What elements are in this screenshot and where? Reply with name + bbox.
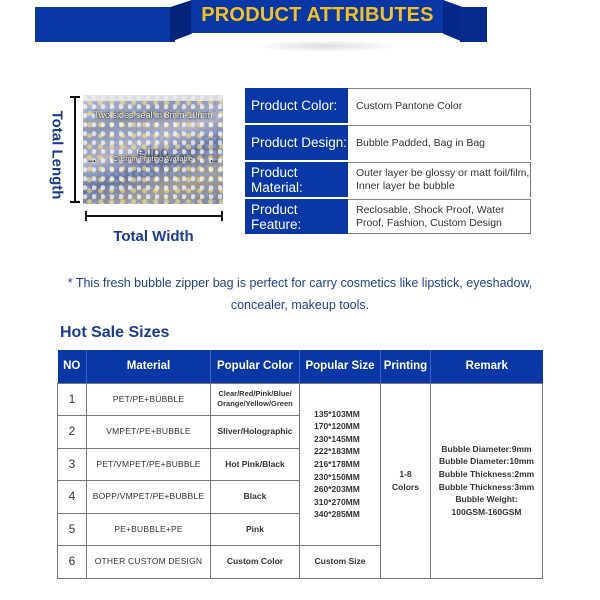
attribute-row-color — [245, 88, 531, 125]
cell-no: 4 — [58, 481, 87, 514]
remark-line: Bubble Thickness:2mm — [438, 468, 535, 479]
length-cap-top — [70, 96, 80, 98]
cell-no: 5 — [58, 513, 87, 546]
table-header-row — [58, 350, 543, 383]
size-item: 230*145MM — [314, 433, 360, 444]
banner-shadow — [250, 40, 400, 52]
remark-line: 100GSM-160GSM — [451, 506, 522, 517]
size-item: 135*103MM — [314, 408, 360, 419]
attributes-table — [245, 88, 531, 236]
header-material: Material — [87, 350, 211, 383]
holographic-bag-image — [83, 95, 223, 204]
attribute-row-feature — [245, 199, 531, 236]
cell-color: Clear/Red/Pink/Blue/ Orange/Yellow/Green — [211, 383, 300, 416]
cell-color: Hot Pink/Black — [211, 448, 300, 481]
size-item: 310*270MM — [314, 496, 360, 507]
attribute-row-material — [245, 162, 531, 199]
product-description: * This fresh bubble zipper bag is perfect for carry cosmetics like lipstick, eyeshadow, concealer, makeup tools. — [67, 276, 533, 312]
cell-printing: 1-8 Colors — [381, 383, 431, 578]
attribute-key: Product Material: — [245, 162, 348, 197]
size-item: 170*120MM — [314, 421, 360, 432]
cell-remark — [431, 383, 543, 578]
attribute-row-design — [245, 125, 531, 162]
cell-popular-sizes — [300, 383, 381, 546]
header-printing: Printing — [381, 350, 431, 383]
header-popular-size: Popular Size — [300, 350, 381, 383]
attribute-value: Custom Pantone Color — [348, 88, 531, 123]
header-no: NO — [58, 350, 87, 383]
size-item: 260*203MM — [314, 484, 360, 495]
cell-material: BOPP/VMPET/PE+BUBBLE — [87, 481, 211, 514]
size-item: 222*183MM — [314, 446, 360, 457]
cell-color: Custom Color — [211, 546, 300, 579]
banner-ribbon-left — [35, 7, 175, 42]
header-popular-color: Popular Color — [211, 350, 300, 383]
width-dimension-line — [85, 215, 222, 217]
total-width-label: Total Width — [113, 228, 194, 245]
header-remark: Remark — [431, 350, 543, 383]
size-item: 230*150MM — [314, 471, 360, 482]
cell-material: OTHER CUSTOM DESIGN — [87, 546, 211, 579]
remark-line: Bubble Diameter:10mm — [439, 456, 534, 467]
printing-annotation: Custom Printing Available — [113, 156, 193, 163]
width-cap-right — [221, 211, 223, 221]
banner-fold-left — [170, 0, 192, 42]
cell-material: PE+BUBBLE+PE — [87, 513, 211, 546]
size-item: 340*285MM — [314, 509, 360, 520]
attribute-value: Bubble Padded, Bag in Bag — [348, 125, 531, 160]
cell-no: 1 — [58, 383, 87, 416]
cell-material: VMPET/PE+BUBBLE — [87, 416, 211, 449]
attribute-value: Outer layer be glossy or matt foil/film, Inner layer be bubble — [348, 162, 531, 197]
arrow-right-icon: → — [86, 152, 98, 166]
cell-color: Pink — [211, 513, 300, 546]
cell-material: PET/VMPET/PE+BUBBLE — [87, 448, 211, 481]
length-cap-bottom — [70, 201, 80, 203]
total-length-text: Total Length — [48, 110, 66, 200]
attribute-key: Product Design: — [245, 125, 348, 160]
attribute-key: Product Feature: — [245, 199, 348, 234]
hot-sale-table — [57, 350, 543, 579]
banner-ribbon-right — [460, 7, 487, 42]
total-length-label — [47, 100, 67, 210]
cell-color: Sliver/Holographic — [211, 416, 300, 449]
length-dimension-line — [74, 96, 76, 203]
bag-logo: eiipo — [137, 144, 169, 161]
banner-title: PRODUCT ATTRIBUTES — [201, 4, 434, 26]
bag-zipper-edge — [83, 95, 223, 101]
cell-color: Black — [211, 481, 300, 514]
width-cap-left — [85, 211, 87, 221]
cell-no: 2 — [58, 416, 87, 449]
hot-sale-title: Hot Sale Sizes — [60, 324, 170, 341]
cell-material: PET/PE+BUBBLE — [87, 383, 211, 416]
attribute-key: Product Color: — [245, 88, 348, 123]
cell-custom-size: Custom Size — [300, 546, 381, 579]
section-banner — [0, 0, 600, 60]
size-item: 216*178MM — [314, 458, 360, 469]
remark-line: Bubble Diameter:9mm — [441, 443, 532, 454]
remark-line: Bubble Thickness:3mm — [438, 481, 535, 492]
attribute-value: Reclosable, Shock Proof, Water Proof, Fashion, Custom Design — [348, 199, 531, 234]
arrow-left-icon: ← — [208, 152, 220, 166]
remark-line: Bubble Weight: — [455, 494, 518, 505]
table-row — [58, 383, 543, 416]
seal-annotation: Two sides seal in 3mm-10mm — [93, 110, 213, 120]
cell-no: 3 — [58, 448, 87, 481]
cell-no: 6 — [58, 546, 87, 579]
